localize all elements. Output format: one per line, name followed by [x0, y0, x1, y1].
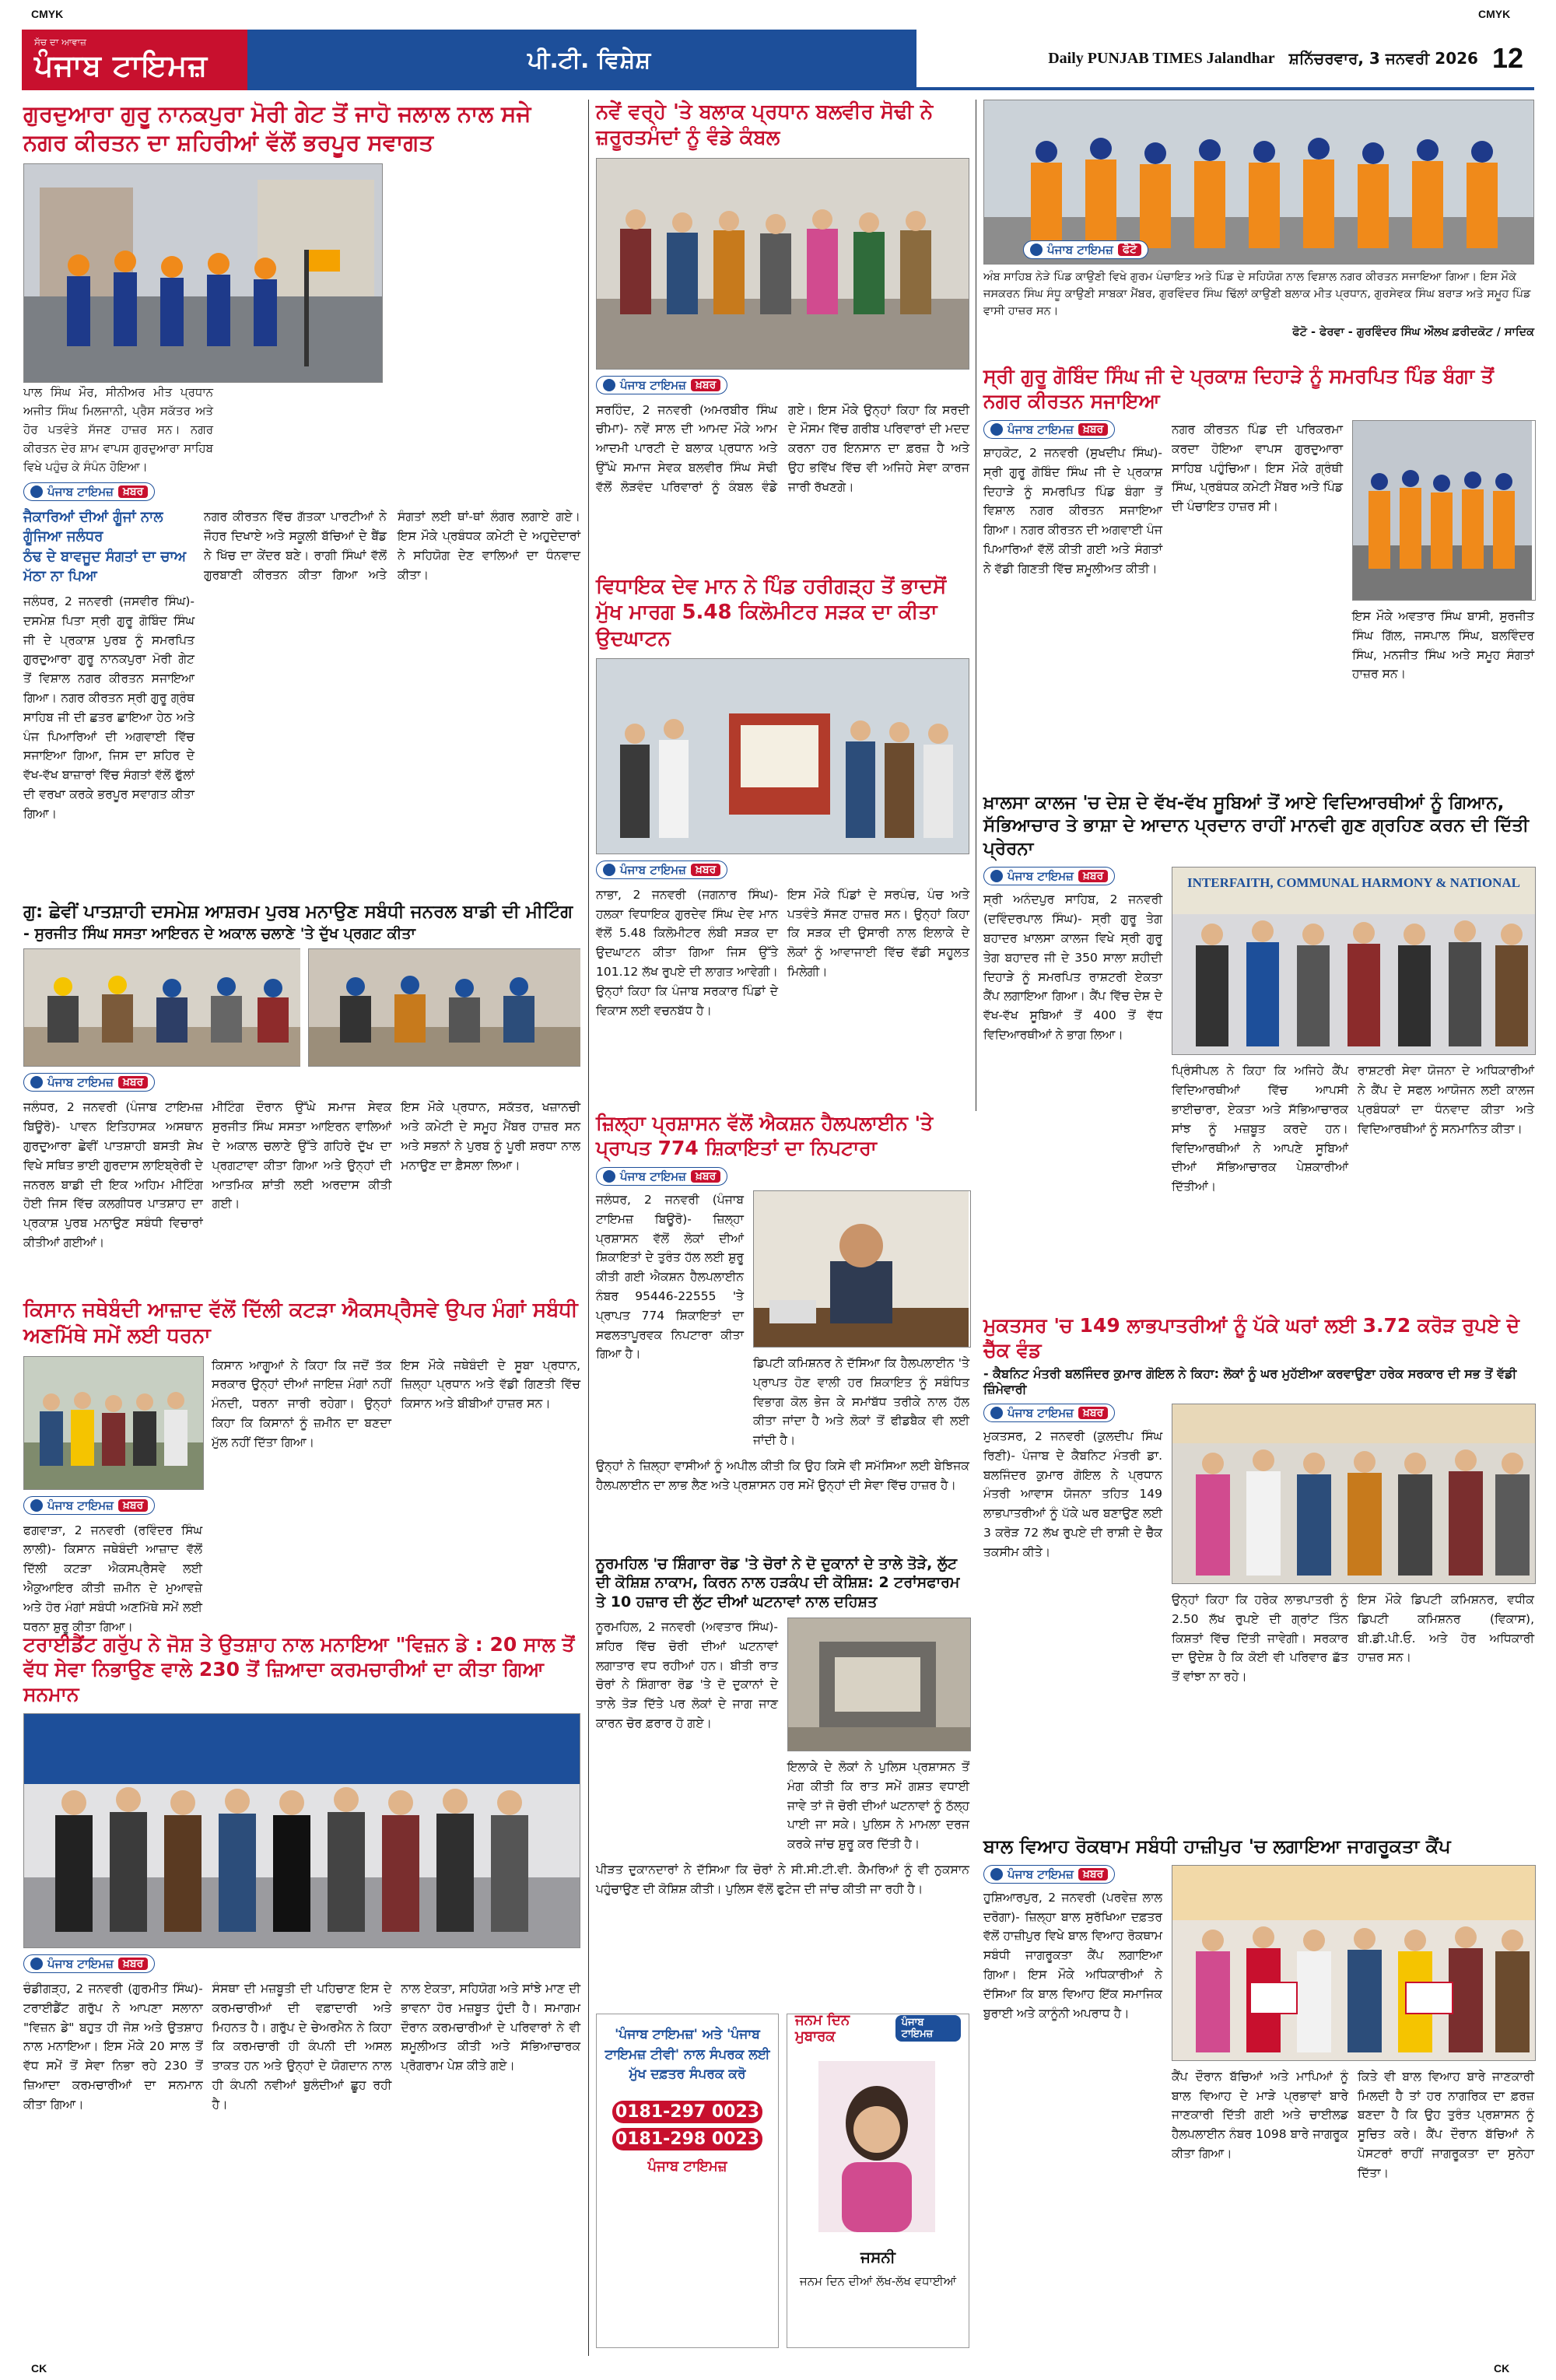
article-body-1: ਹੁਸ਼ਿਆਰਪੁਰ, 2 ਜਨਵਰੀ (ਪਰਵੇਜ਼ ਲਾਲ ਦਰੋਗਾ)- ਜ਼ਿਲ੍ਹਾ ਬਾਲ ਸੁਰੱਖਿਆ ਦਫ਼ਤਰ ਵੱਲੋਂ ਹਾਜ਼ੀਪੁਰ ਵਿਖੇ ਬਾਲ ਵਿਆਹ ਰੋਕਥਾਮ ਸਬੰਧੀ ਜਾਗਰੂਕਤਾ ਕੈਂਪ ਲਗਾਇਆ ਗਿਆ। ਇਸ ਮੌਕੇ ਅਧਿਕਾਰੀਆਂ ਨੇ ਦੱਸਿਆ ਕਿ ਬਾਲ ਵਿਆਹ ਇੱਕ ਸਮਾਜਿਕ ਬੁਰਾਈ ਅਤੇ ਕਾਨੂੰਨੀ ਅਪਰਾਧ ਹੈ। — [983, 1890, 1162, 2021]
photo-awareness-camp — [1172, 1865, 1536, 2061]
registration-mark-bottom-left: CK — [31, 2362, 47, 2375]
college-event-image — [1172, 868, 1535, 1054]
article-gurdwara-meeting — [23, 901, 580, 1290]
badge-tag: ਖ਼ਬਰ — [118, 485, 148, 498]
article-trident-vision-day — [23, 1632, 580, 2364]
news-badge — [596, 376, 969, 394]
photo-banga-kirtan — [1352, 420, 1536, 601]
punjab-times-logo-icon — [1030, 244, 1043, 256]
banga-kirtan-image — [1353, 421, 1532, 600]
photo-theft-scene — [787, 1618, 971, 1751]
photo-credit: ਫੋਟੋ - ਫੇਰਵਾ - ਗੁਰਵਿੰਦਰ ਸਿੰਘ ਔਲਖ ਫ਼ਰੀਦਕੋਟ / ਸਾਦਿਕ — [1292, 326, 1534, 339]
pull-quote: ਜੈਕਾਰਿਆਂ ਦੀਆਂ ਗੂੰਜਾਂ ਨਾਲ ਗੂੰਜਿਆ ਜਲੰਧਰ — [23, 509, 163, 545]
photo-meeting-2 — [308, 948, 580, 1067]
article-body-2: ਉਨ੍ਹਾਂ ਕਿਹਾ ਕਿ ਹਰੇਕ ਲਾਭਪਾਤਰੀ ਨੂੰ 2.50 ਲੱਖ ਰੁਪਏ ਦੀ ਗ੍ਰਾਂਟ ਤਿੰਨ ਕਿਸ਼ਤਾਂ ਵਿੱਚ ਦਿੱਤੀ ਜਾਵੇਗੀ। ਸਰਕਾਰ ਦਾ ਉਦੇਸ਼ ਹੈ ਕਿ ਕੋਈ ਵੀ ਪਰਿਵਾਰ ਛੱਤ ਤੋਂ ਵਾਂਝਾ ਨਾ ਰਹੇ। — [1172, 1593, 1348, 1684]
punjab-times-logo-icon — [30, 1958, 43, 1970]
article-nurmahal-theft — [596, 1555, 969, 2006]
punjab-times-logo-icon — [603, 379, 615, 391]
article-body-2: ਇਲਾਕੇ ਦੇ ਲੋਕਾਂ ਨੇ ਪੁਲਿਸ ਪ੍ਰਸ਼ਾਸਨ ਤੋਂ ਮੰਗ ਕੀਤੀ ਕਿ ਰਾਤ ਸਮੇਂ ਗਸ਼ਤ ਵਧਾਈ ਜਾਵੇ ਤਾਂ ਜੋ ਚੋਰੀ ਦੀਆਂ ਘਟਨਾਵਾਂ ਨੂੰ ਠੱਲ੍ਹ ਪਾਈ ਜਾ ਸਕੇ। ਪੁਲਿਸ ਨੇ ਮਾਮਲਾ ਦਰਜ ਕਰਕੇ ਜਾਂਚ ਸ਼ੁਰੂ ਕਰ ਦਿੱਤੀ ਹੈ। — [787, 1759, 969, 1852]
article-body-2: ਕਿਸਾਨ ਆਗੂਆਂ ਨੇ ਕਿਹਾ ਕਿ ਜਦੋਂ ਤੱਕ ਸਰਕਾਰ ਉਨ੍ਹਾਂ ਦੀਆਂ ਜਾਇਜ਼ ਮੰਗਾਂ ਨਹੀਂ ਮੰਨਦੀ, ਧਰਨਾ ਜਾਰੀ ਰਹੇਗਾ। ਉਨ੍ਹਾਂ ਕਿਹਾ ਕਿ ਕਿਸਾਨਾਂ ਨੂੰ ਜ਼ਮੀਨ ਦਾ ਬਣਦਾ ਮੁੱਲ ਨਹੀਂ ਦਿੱਤਾ ਗਿਆ। — [212, 1358, 391, 1449]
headline: ਜ਼ਿਲ੍ਹਾ ਪ੍ਰਸ਼ਾਸਨ ਵੱਲੋਂ ਐਕਸ਼ਨ ਹੈਲਪਲਾਈਨ 'ਤੇ ਪ੍ਰਾਪਤ 774 ਸ਼ਿਕਾਇਤਾਂ ਦਾ ਨਿਪਟਾਰਾ — [596, 1112, 934, 1159]
paper-name: Daily PUNJAB TIMES Jalandhar — [1048, 49, 1275, 67]
article-nagar-kirtan — [23, 100, 580, 893]
badge-name: ਪੰਜਾਬ ਟਾਇਮਜ਼ — [1008, 1406, 1074, 1420]
masthead-brand — [22, 30, 247, 90]
trident-group-image — [24, 1714, 580, 1947]
article-body-1: ਸ਼ਾਹਕੋਟ, 2 ਜਨਵਰੀ (ਸੁਖਦੀਪ ਸਿੰਘ)- ਸ੍ਰੀ ਗੁਰੂ ਗੋਬਿੰਦ ਸਿੰਘ ਜੀ ਦੇ ਪ੍ਰਕਾਸ਼ ਦਿਹਾੜੇ ਨੂੰ ਸਮਰਪਿਤ ਪਿੰਡ ਬੰਗਾ ਤੋਂ ਵਿਸ਼ਾਲ ਨਗਰ ਕੀਰਤਨ ਸਜਾਇਆ ਗਿਆ। ਨਗਰ ਕੀਰਤਨ ਦੀ ਅਗਵਾਈ ਪੰਜ ਪਿਆਰਿਆਂ ਵੱਲੋਂ ਕੀਤੀ ਗਈ ਅਤੇ ਸੰਗਤਾਂ ਨੇ ਵੱਡੀ ਗਿਣਤੀ ਵਿੱਚ ਸ਼ਮੂਲੀਅਤ ਕੀਤੀ। — [983, 446, 1162, 576]
punjab-times-logo-icon — [990, 1868, 1003, 1881]
headline: ਮੁਕਤਸਰ 'ਚ 149 ਲਾਭਪਾਤਰੀਆਂ ਨੂੰ ਪੱਕੇ ਘਰਾਂ ਲਈ 3.72 ਕਰੋੜ ਰੁਪਏ ਦੇ ਚੈੱਕ ਵੰਡ — [983, 1314, 1520, 1362]
badge-tag: ਖ਼ਬਰ — [1078, 1407, 1108, 1419]
birthday-note: ਜਨਮ ਦਿਨ ਦੀਆਂ ਲੱਖ-ਲੱਖ ਵਧਾਈਆਂ — [799, 2274, 957, 2288]
badge-name: ਪੰਜਾਬ ਟਾਇਮਜ਼ — [47, 1075, 114, 1090]
article-body-3: ਇਸ ਮੌਕੇ ਡਿਪਟੀ ਕਮਿਸ਼ਨਰ, ਵਧੀਕ ਡਿਪਟੀ ਕਮਿਸ਼ਨਰ (ਵਿਕਾਸ), ਬੀ.ਡੀ.ਪੀ.ਓ. ਅਤੇ ਹੋਰ ਅਧਿਕਾਰੀ ਹਾਜ਼ਰ ਸਨ। — [1358, 1593, 1534, 1665]
column-rule — [588, 100, 589, 2356]
article-body-3: ਰਾਸ਼ਟਰੀ ਸੇਵਾ ਯੋਜਨਾ ਦੇ ਅਧਿਕਾਰੀਆਂ ਨੇ ਕੈਂਪ ਦੇ ਸਫਲ ਆਯੋਜਨ ਲਈ ਕਾਲਜ ਪ੍ਰਬੰਧਕਾਂ ਦਾ ਧੰਨਵਾਦ ਕੀਤਾ ਅਤੇ ਵਿਦਿਆਰਥੀਆਂ ਨੂੰ ਸਨਮਾਨਿਤ ਕੀਤਾ। — [1358, 1064, 1534, 1136]
headline: ਕਿਸਾਨ ਜਥੇਬੰਦੀ ਆਜ਼ਾਦ ਵੱਲੋਂ ਦਿੱਲੀ ਕਟੜਾ ਐਕਸਪ੍ਰੈਸਵੇ ਉਪਰ ਮੰਗਾਂ ਸਬੰਧੀ ਅਣਮਿੱਥੇ ਸਮੇਂ ਲਈ ਧਰਨਾ — [23, 1299, 578, 1348]
article-body-1: ਜਲੰਧਰ, 2 ਜਨਵਰੀ (ਪੰਜਾਬ ਟਾਇਮਜ਼ ਬਿਊਰੋ)- ਪਾਵਨ ਇਤਿਹਾਸਕ ਅਸਥਾਨ ਗੁਰਦੁਆਰਾ ਛੇਵੀਂ ਪਾਤਸ਼ਾਹੀ ਬਸਤੀ ਸ਼ੇਖ ਵਿਖੇ ਸਥਿਤ ਭਾਈ ਗੁਰਦਾਸ ਲਾਇਬ੍ਰੇਰੀ ਦੇ ਜਨਰਲ ਬਾਡੀ ਦੀ ਇਕ ਅਹਿਮ ਮੀਟਿੰਗ ਹੋਈ ਜਿਸ ਵਿੱਚ ਕਲਗੀਧਰ ਪਾਤਸ਼ਾਹ ਦਾ ਪ੍ਰਕਾਸ਼ ਪੁਰਬ ਮਨਾਉਣ ਸਬੰਧੀ ਵਿਚਾਰਾਂ ਕੀਤੀਆਂ ਗਈਆਂ। — [23, 1100, 203, 1250]
awareness-camp-image — [1172, 1866, 1535, 2060]
punjab-times-logo-icon — [603, 864, 615, 876]
article-body-2: ਮੀਟਿੰਗ ਦੌਰਾਨ ਉੱਘੇ ਸਮਾਜ ਸੇਵਕ ਸੁਰਜੀਤ ਸਿੰਘ ਸਸਤਾ ਆਇਰਨ ਵਾਲਿਆਂ ਦੇ ਅਕਾਲ ਚਲਾਣੇ ਉੱਤੇ ਗਹਿਰੇ ਦੁੱਖ ਦਾ ਪ੍ਰਗਟਾਵਾ ਕੀਤਾ ਗਿਆ ਅਤੇ ਉਨ੍ਹਾਂ ਦੀ ਆਤਮਿਕ ਸ਼ਾਂਤੀ ਲਈ ਅਰਦਾਸ ਕੀਤੀ ਗਈ। — [212, 1100, 392, 1211]
article-muktsar-housing — [983, 1313, 1534, 1827]
news-badge — [23, 1954, 580, 1973]
badge-tag: ਫੋਟੋ — [1118, 244, 1141, 256]
punjab-times-logo-icon — [990, 1407, 1003, 1419]
badge-name: ਪੰਜਾਬ ਟਾਇਮਜ਼ — [47, 1498, 114, 1512]
photo-inauguration — [596, 658, 969, 854]
article-khalsa-college — [983, 792, 1534, 1306]
contact-advertisement — [596, 2014, 779, 2348]
phone-number-2[interactable]: 0181-298 0023 — [612, 2128, 762, 2150]
article-sidebar — [23, 383, 213, 476]
article-body-3: ਇਸ ਮੌਕੇ ਜਥੇਬੰਦੀ ਦੇ ਸੂਬਾ ਪ੍ਰਧਾਨ, ਜ਼ਿਲ੍ਹਾ ਪ੍ਰਧਾਨ ਅਤੇ ਵੱਡੀ ਗਿਣਤੀ ਵਿੱਚ ਕਿਸਾਨ ਅਤੇ ਬੀਬੀਆਂ ਹਾਜ਼ਰ ਸਨ। — [401, 1358, 580, 1411]
headline: ਟਰਾਈਡੈਂਟ ਗਰੁੱਪ ਨੇ ਜੋਸ਼ ਤੇ ਉਤਸ਼ਾਹ ਨਾਲ ਮਨਾਇਆ "ਵਿਜ਼ਨ ਡੇ : 20 ਸਾਲ ਤੋਂ ਵੱਧ ਸੇਵਾ ਨਿਭਾਉਣ ਵਾਲੇ 230 ਤੋਂ ਜ਼ਿਆਦਾ ਕਰਮਚਾਰੀਆਂ ਦਾ ਕੀਤਾ ਗਿਆ ਸਨਮਾਨ — [23, 1633, 575, 1705]
meeting-image-1 — [24, 949, 300, 1066]
news-badge — [983, 1404, 1162, 1422]
masthead-band — [247, 30, 512, 90]
village-kirtan-image — [984, 100, 1533, 264]
photo-college-event — [1172, 867, 1536, 1055]
farmers-image — [24, 1357, 203, 1489]
article-blankets — [596, 100, 969, 566]
registration-mark-left: CMYK — [31, 8, 64, 20]
article-body-1: ਫਗਵਾੜਾ, 2 ਜਨਵਰੀ (ਰਵਿੰਦਰ ਸਿੰਘ ਲਾਲੀ)- ਕਿਸਾਨ ਜਥੇਬੰਦੀ ਆਜ਼ਾਦ ਵੱਲੋਂ ਦਿੱਲੀ ਕਟੜਾ ਐਕਸਪ੍ਰੈਸਵੇ ਲਈ ਐਕੁਆਇਰ ਕੀਤੀ ਜ਼ਮੀਨ ਦੇ ਮੁਆਵਜ਼ੇ ਅਤੇ ਹੋਰ ਮੰਗਾਂ ਸਬੰਧੀ ਅਣਮਿੱਥੇ ਸਮੇਂ ਲਈ ਧਰਨਾ ਸ਼ੁਰੂ ਕੀਤਾ ਗਿਆ। — [23, 1523, 202, 1634]
masthead-tagline: ਸੱਚ ਦਾ ਆਵਾਜ਼ — [34, 37, 86, 47]
badge-tag: ਖ਼ਬਰ — [691, 864, 720, 876]
official-portrait-image — [754, 1191, 969, 1347]
punjab-times-logo-icon — [30, 485, 43, 498]
blanket-distribution-image — [597, 159, 969, 369]
photo-farmers — [23, 1356, 204, 1490]
news-badge — [23, 482, 580, 501]
article-helpline — [596, 1111, 969, 1547]
badge-name: ਪੰਜਾਬ ਟਾਇਮਜ਼ — [1008, 1866, 1074, 1881]
badge-name: ਪੰਜਾਬ ਟਾਇਮਜ਼ — [47, 485, 114, 499]
birthday-wishes — [787, 2014, 969, 2348]
registration-mark-right: CMYK — [1478, 8, 1511, 20]
badge-tag: ਖ਼ਬਰ — [118, 1499, 148, 1512]
article-body-1: ਚੰਡੀਗੜ੍ਹ, 2 ਜਨਵਰੀ (ਗੁਰਮੀਤ ਸਿੰਘ)- ਟਰਾਈਡੈਂਟ ਗਰੁੱਪ ਨੇ ਆਪਣਾ ਸਲਾਨਾ "ਵਿਜ਼ਨ ਡੇ" ਬਹੁਤ ਹੀ ਜੋਸ਼ ਅਤੇ ਉਤਸ਼ਾਹ ਨਾਲ ਮਨਾਇਆ। ਇਸ ਮੌਕੇ 20 ਸਾਲ ਤੋਂ ਵੱਧ ਸਮੇਂ ਤੋਂ ਸੇਵਾ ਨਿਭਾ ਰਹੇ 230 ਤੋਂ ਜ਼ਿਆਦਾ ਕਰਮਚਾਰੀਆਂ ਦਾ ਸਨਮਾਨ ਕੀਤਾ ਗਿਆ। — [23, 1982, 203, 2112]
registration-mark-bottom-right: CK — [1494, 2362, 1510, 2375]
masthead-info — [916, 30, 1534, 90]
photo-official — [753, 1190, 971, 1348]
headline: ਗੁਰਦੁਆਰਾ ਗੁਰੂ ਨਾਨਕਪੁਰਾ ਮੋਰੀ ਗੇਟ ਤੋਂ ਜਾਹੋ ਜਲਾਲ ਨਾਲ ਸਜੇ ਨਗਰ ਕੀਰਤਨ ਦਾ ਸ਼ਹਿਰੀਆਂ ਵੱਲੋਂ ਭਰਪੂਰ ਸਵਾਗਤ — [23, 100, 531, 156]
photo-cheque-distribution — [1172, 1404, 1536, 1584]
section-title: ਪੀ.ਟੀ. ਵਿਸ਼ੇਸ਼ — [512, 30, 916, 90]
cheque-distribution-image — [1172, 1404, 1535, 1583]
article-child-marriage-camp — [983, 1835, 1534, 2356]
badge-name: ਪੰਜਾਬ ਟਾਇਮਜ਼ — [1008, 422, 1074, 436]
article-photo-feature — [983, 100, 1534, 356]
pull-quote-2: ਠੰਢ ਦੇ ਬਾਵਜੂਦ ਸੰਗਤਾਂ ਦਾ ਚਾਅ ਮੱਠਾ ਨਾ ਪਿਆ — [23, 548, 187, 584]
article-body-2: ਪ੍ਰਿੰਸੀਪਲ ਨੇ ਕਿਹਾ ਕਿ ਅਜਿਹੇ ਕੈਂਪ ਵਿਦਿਆਰਥੀਆਂ ਵਿੱਚ ਆਪਸੀ ਭਾਈਚਾਰਾ, ਏਕਤਾ ਅਤੇ ਸੱਭਿਆਚਾਰਕ ਸਾਂਝ ਨੂੰ ਮਜ਼ਬੂਤ ਕਰਦੇ ਹਨ। ਵਿਦਿਆਰਥੀਆਂ ਨੇ ਆਪਣੇ ਸੂਬਿਆਂ ਦੀਆਂ ਸੱਭਿਆਚਾਰਕ ਪੇਸ਼ਕਾਰੀਆਂ ਦਿੱਤੀਆਂ। — [1172, 1064, 1348, 1194]
article-body-2: ਡਿਪਟੀ ਕਮਿਸ਼ਨਰ ਨੇ ਦੱਸਿਆ ਕਿ ਹੈਲਪਲਾਈਨ 'ਤੇ ਪ੍ਰਾਪਤ ਹੋਣ ਵਾਲੀ ਹਰ ਸ਼ਿਕਾਇਤ ਨੂੰ ਸਬੰਧਿਤ ਵਿਭਾਗ ਕੋਲ ਭੇਜ ਕੇ ਸਮਾਂਬੱਧ ਤਰੀਕੇ ਨਾਲ ਹੱਲ ਕੀਤਾ ਜਾਂਦਾ ਹੈ ਅਤੇ ਲੋਕਾਂ ਤੋਂ ਫੀਡਬੈਕ ਵੀ ਲਈ ਜਾਂਦੀ ਹੈ। — [753, 1356, 969, 1448]
photo-procession — [23, 163, 383, 383]
punjab-times-logo-icon — [30, 1076, 43, 1088]
badge-name: ਪੰਜਾਬ ਟਾਇਮਜ਼ — [47, 1957, 114, 1971]
birthday-name: ਜਸਨੀ — [860, 2248, 895, 2266]
birthday-badge: ਪੰਜਾਬ ਟਾਇਮਜ਼ — [895, 2015, 961, 2042]
ad-text: 'ਪੰਜਾਬ ਟਾਇਮਜ਼' ਅਤੇ 'ਪੰਜਾਬ ਟਾਇਮਜ਼ ਟੀਵੀ' ਨਾਲ ਸੰਪਰਕ ਲਈ ਮੁੱਖ ਦਫ਼ਤਰ ਸੰਪਰਕ ਕਰੋ — [605, 2027, 770, 2082]
news-badge — [596, 1167, 969, 1186]
punjab-times-logo-icon — [990, 423, 1003, 436]
article-body-1: ਨਾਭਾ, 2 ਜਨਵਰੀ (ਜਗਨਾਰ ਸਿੰਘ)- ਹਲਕਾ ਵਿਧਾਇਕ ਗੁਰਦੇਵ ਸਿੰਘ ਦੇਵ ਮਾਨ ਵੱਲੋਂ 5.48 ਕਿਲੋਮੀਟਰ ਲੰਬੀ ਸੜਕ ਦਾ ਉਦਘਾਟਨ ਕੀਤਾ ਗਿਆ ਜਿਸ ਉੱਤੇ 101.12 ਲੱਖ ਰੁਪਏ ਦੀ ਲਾਗਤ ਆਵੇਗੀ। ਉਨ੍ਹਾਂ ਕਿਹਾ ਕਿ ਪੰਜਾਬ ਸਰਕਾਰ ਪਿੰਡਾਂ ਦੇ ਵਿਕਾਸ ਲਈ ਵਚਨਬੱਧ ਹੈ। — [596, 887, 778, 1018]
article-body-1: ਜਲੰਧਰ, 2 ਜਨਵਰੀ (ਪੰਜਾਬ ਟਾਇਮਜ਼ ਬਿਊਰੋ)- ਜ਼ਿਲ੍ਹਾ ਪ੍ਰਸ਼ਾਸਨ ਵੱਲੋਂ ਲੋਕਾਂ ਦੀਆਂ ਸ਼ਿਕਾਇਤਾਂ ਦੇ ਤੁਰੰਤ ਹੱਲ ਲਈ ਸ਼ੁਰੂ ਕੀਤੀ ਗਈ ਐਕਸ਼ਨ ਹੈਲਪਲਾਈਨ ਨੰਬਰ 95446-22555 'ਤੇ ਪ੍ਰਾਪਤ 774 ਸ਼ਿਕਾਇਤਾਂ ਦਾ ਸਫਲਤਾਪੂਰਵਕ ਨਿਪਟਾਰਾ ਕੀਤਾ ਗਿਆ ਹੈ। — [596, 1193, 744, 1362]
article-body-3: ਪਾਲ ਸਿੰਘ ਮੌਰ, ਸੀਨੀਅਰ ਮੀਤ ਪ੍ਰਧਾਨ ਅਜੀਤ ਸਿੰਘ ਮਿਲਜਾਨੀ, ਪ੍ਰੈਸ ਸਕੱਤਰ ਅਤੇ ਹੋਰ ਪਤਵੰਤੇ ਸੱਜਣ ਹਾਜ਼ਰ ਸਨ। ਨਗਰ ਕੀਰਤਨ ਦੇਰ ਸ਼ਾਮ ਵਾਪਸ ਗੁਰਦੁਆਰਾ ਸਾਹਿਬ ਵਿਖੇ ਪਹੁੰਚ ਕੇ ਸੰਪੰਨ ਹੋਇਆ। — [23, 385, 213, 475]
theft-scene-image — [788, 1618, 970, 1751]
event-banner: INTERFAITH, COMMUNAL HARMONY & NATIONAL — [1187, 875, 1520, 891]
pull-quote-box — [23, 507, 194, 823]
article-road-inauguration — [596, 574, 969, 1103]
article-body-3: ਇਸ ਮੌਕੇ ਅਵਤਾਰ ਸਿੰਘ ਬਾਸੀ, ਸੁਰਜੀਤ ਸਿੰਘ ਗਿੱਲ, ਜਸਪਾਲ ਸਿੰਘ, ਬਲਵਿੰਦਰ ਸਿੰਘ, ਮਨਜੀਤ ਸਿੰਘ ਅਤੇ ਸਮੂਹ ਸੰਗਤਾਂ ਹਾਜ਼ਰ ਸਨ। — [1352, 609, 1534, 682]
article-body-2: ਇਸ ਮੌਕੇ ਪਿੰਡਾਂ ਦੇ ਸਰਪੰਚ, ਪੰਚ ਅਤੇ ਪਤਵੰਤੇ ਸੱਜਣ ਹਾਜ਼ਰ ਸਨ। ਉਨ੍ਹਾਂ ਕਿਹਾ ਕਿ ਸੜਕ ਦੀ ਉਸਾਰੀ ਨਾਲ ਇਲਾਕੇ ਦੇ ਲੋਕਾਂ ਨੂੰ ਆਵਾਜਾਈ ਵਿੱਚ ਵੱਡੀ ਸਹੂਲਤ ਮਿਲੇਗੀ। — [787, 887, 969, 979]
article-body-1: ਜਲੰਧਰ, 2 ਜਨਵਰੀ (ਜਸਵੀਰ ਸਿੰਘ)- ਦਸਮੇਸ਼ ਪਿਤਾ ਸ੍ਰੀ ਗੁਰੂ ਗੋਬਿੰਦ ਸਿੰਘ ਜੀ ਦੇ ਪ੍ਰਕਾਸ਼ ਪੁਰਬ ਨੂੰ ਸਮਰਪਿਤ ਗੁਰਦੁਆਰਾ ਗੁਰੂ ਨਾਨਕਪੁਰਾ ਮੋਰੀ ਗੇਟ ਤੋਂ ਵਿਸ਼ਾਲ ਨਗਰ ਕੀਰਤਨ ਸਜਾਇਆ ਗਿਆ। ਨਗਰ ਕੀਰਤਨ ਸ੍ਰੀ ਗੁਰੂ ਗ੍ਰੰਥ ਸਾਹਿਬ ਜੀ ਦੀ ਛਤਰ ਛਾਇਆ ਹੇਠ ਅਤੇ ਪੰਜ ਪਿਆਰਿਆਂ ਦੀ ਅਗਵਾਈ ਵਿੱਚ ਸਜਾਇਆ ਗਿਆ, ਜਿਸ ਦਾ ਸ਼ਹਿਰ ਦੇ ਵੱਖ-ਵੱਖ ਬਾਜ਼ਾਰਾਂ ਵਿੱਚ ਸੰਗਤਾਂ ਵੱਲੋਂ ਫੁੱਲਾਂ ਦੀ ਵਰਖਾ ਕਰਕੇ ਭਰਪੂਰ ਸਵਾਗਤ ਕੀਤਾ ਗਿਆ। — [23, 594, 194, 821]
article-body-1: ਸ੍ਰੀ ਅਨੰਦਪੁਰ ਸਾਹਿਬ, 2 ਜਨਵਰੀ (ਦਵਿੰਦਰਪਾਲ ਸਿੰਘ)- ਸ੍ਰੀ ਗੁਰੂ ਤੇਗ ਬਹਾਦਰ ਖ਼ਾਲਸਾ ਕਾਲਜ ਵਿਖੇ ਸ੍ਰੀ ਗੁਰੂ ਤੇਗ ਬਹਾਦਰ ਜੀ ਦੇ 350 ਸਾਲਾ ਸ਼ਹੀਦੀ ਦਿਹਾੜੇ ਨੂੰ ਸਮਰਪਿਤ ਰਾਸ਼ਟਰੀ ਏਕਤਾ ਕੈਂਪ ਲਗਾਇਆ ਗਿਆ। ਕੈਂਪ ਵਿੱਚ ਦੇਸ਼ ਦੇ ਵੱਖ-ਵੱਖ ਸੂਬਿਆਂ ਤੋਂ 400 ਤੋਂ ਵੱਧ ਵਿਦਿਆਰਥੀਆਂ ਨੇ ਭਾਗ ਲਿਆ। — [983, 892, 1162, 1042]
issue-date: ਸ਼ਨਿੱਚਰਵਾਰ, 3 ਜਨਵਰੀ 2026 — [1288, 49, 1478, 68]
birthday-header — [787, 2012, 969, 2045]
punjab-times-logo-icon — [30, 1499, 43, 1512]
news-badge — [596, 861, 969, 879]
news-badge — [983, 420, 1162, 439]
photo-meeting-1 — [23, 948, 300, 1067]
birthday-title: ਜਨਮ ਦਿਨ ਮੁਬਾਰਕ — [795, 2012, 850, 2045]
photo-blankets — [596, 158, 969, 370]
badge-tag: ਖ਼ਬਰ — [1078, 870, 1108, 882]
news-badge — [983, 867, 1162, 885]
badge-name: ਪੰਜਾਬ ਟਾਇਮਜ਼ — [620, 862, 686, 877]
photo-trident-group — [23, 1713, 580, 1948]
ad-brand: ਪੰਜਾਬ ਟਾਇਮਜ਼ — [647, 2157, 727, 2175]
headline: ਬਾਲ ਵਿਆਹ ਰੋਕਥਾਮ ਸਬੰਧੀ ਹਾਜ਼ੀਪੁਰ 'ਚ ਲਗਾਇਆ ਜਾਗਰੂਕਤਾ ਕੈਂਪ — [983, 1835, 1451, 1857]
news-badge — [23, 1073, 580, 1092]
article-body-1: ਨੂਰਮਹਿਲ, 2 ਜਨਵਰੀ (ਅਵਤਾਰ ਸਿੰਘ)- ਸ਼ਹਿਰ ਵਿੱਚ ਚੋਰੀ ਦੀਆਂ ਘਟਨਾਵਾਂ ਲਗਾਤਾਰ ਵਧ ਰਹੀਆਂ ਹਨ। ਬੀਤੀ ਰਾਤ ਚੋਰਾਂ ਨੇ ਸ਼ਿੰਗਾਰਾ ਰੋਡ 'ਤੇ ਦੋ ਦੁਕਾਨਾਂ ਦੇ ਤਾਲੇ ਤੋੜ ਦਿੱਤੇ ਪਰ ਲੋਕਾਂ ਦੇ ਜਾਗ ਜਾਣ ਕਾਰਨ ਚੋਰ ਫ਼ਰਾਰ ਹੋ ਗਏ। — [596, 1619, 778, 1730]
page-number: 12 — [1491, 42, 1523, 74]
article-body-2: ਨਗਰ ਕੀਰਤਨ ਪਿੰਡ ਦੀ ਪਰਿਕਰਮਾ ਕਰਦਾ ਹੋਇਆ ਵਾਪਸ ਗੁਰਦੁਆਰਾ ਸਾਹਿਬ ਪਹੁੰਚਿਆ। ਇਸ ਮੌਕੇ ਗ੍ਰੰਥੀ ਸਿੰਘ, ਪ੍ਰਬੰਧਕ ਕਮੇਟੀ ਮੈਂਬਰ ਅਤੇ ਪਿੰਡ ਦੀ ਪੰਚਾਇਤ ਹਾਜ਼ਰ ਸੀ। — [1172, 422, 1343, 514]
news-badge — [23, 1496, 202, 1515]
headline: ਸ੍ਰੀ ਗੁਰੂ ਗੋਬਿੰਦ ਸਿੰਘ ਜੀ ਦੇ ਪ੍ਰਕਾਸ਼ ਦਿਹਾੜੇ ਨੂੰ ਸਮਰਪਿਤ ਪਿੰਡ ਬੰਗਾ ਤੋਂ ਨਗਰ ਕੀਰਤਨ ਸਜਾਇਆ — [983, 365, 1494, 412]
subhead: - ਕੈਬਨਿਟ ਮੰਤਰੀ ਬਲਜਿੰਦਰ ਕੁਮਾਰ ਗੋਇਲ ਨੇ ਕਿਹਾ: ਲੋਕਾਂ ਨੂੰ ਘਰ ਮੁਹੱਈਆ ਕਰਵਾਉਣਾ ਹਰੇਕ ਸਰਕਾਰ ਦੀ ਸਭ ਤੋਂ ਵੱਡੀ ਜ਼ਿੰਮੇਵਾਰੀ — [983, 1366, 1517, 1397]
punjab-times-logo-icon — [603, 1170, 615, 1183]
photo-badge — [1023, 240, 1148, 259]
article-body: ਸਰਹਿੰਦ, 2 ਜਨਵਰੀ (ਅਮਰਬੀਰ ਸਿੰਘ ਚੀਮਾ)- ਨਵੇਂ ਸਾਲ ਦੀ ਆਮਦ ਮੌਕੇ ਆਮ ਆਦਮੀ ਪਾਰਟੀ ਦੇ ਬਲਾਕ ਪ੍ਰਧਾਨ ਅਤੇ ਉੱਘੇ ਸਮਾਜ ਸੇਵਕ ਬਲਵੀਰ ਸਿੰਘ ਸੋਢੀ ਵੱਲੋਂ ਲੋੜਵੰਦ ਪਰਿਵਾਰਾਂ ਨੂੰ ਕੰਬਲ ਵੰਡੇ ਗਏ। ਇਸ ਮੌਕੇ ਉਨ੍ਹਾਂ ਕਿਹਾ ਕਿ ਸਰਦੀ ਦੇ ਮੌਸਮ ਵਿੱਚ ਗਰੀਬ ਪਰਿਵਾਰਾਂ ਦੀ ਮਦਦ ਕਰਨਾ ਹਰ ਇਨਸਾਨ ਦਾ ਫ਼ਰਜ਼ ਹੈ ਅਤੇ ਉਹ ਭਵਿੱਖ ਵਿੱਚ ਵੀ ਅਜਿਹੇ ਸੇਵਾ ਕਾਰਜ ਜਾਰੀ ਰੱਖਣਗੇ। — [596, 402, 969, 494]
article-body-2: ਸੰਸਥਾ ਦੀ ਮਜ਼ਬੂਤੀ ਦੀ ਪਹਿਚਾਣ ਇਸ ਦੇ ਕਰਮਚਾਰੀਆਂ ਦੀ ਵਫ਼ਾਦਾਰੀ ਅਤੇ ਮਿਹਨਤ ਹੈ। ਗਰੁੱਪ ਦੇ ਚੇਅਰਮੈਨ ਨੇ ਕਿਹਾ ਕਿ ਕਰਮਚਾਰੀ ਹੀ ਕੰਪਨੀ ਦੀ ਅਸਲ ਤਾਕਤ ਹਨ ਅਤੇ ਉਨ੍ਹਾਂ ਦੇ ਯੋਗਦਾਨ ਨਾਲ ਹੀ ਕੰਪਨੀ ਨਵੀਆਂ ਬੁਲੰਦੀਆਂ ਛੂਹ ਰਹੀ ਹੈ। — [212, 1982, 392, 2112]
masthead-logo: ਪੰਜਾਬ ਟਾਇਮਜ਼ — [34, 48, 209, 82]
subhead: - ਸੁਰਜੀਤ ਸਿੰਘ ਸਸਤਾ ਆਇਰਨ ਦੇ ਅਕਾਲ ਚਲਾਣੇ 'ਤੇ ਦੁੱਖ ਪ੍ਰਗਟ ਕੀਤਾ — [23, 925, 415, 943]
phone-number-1[interactable]: 0181-297 0023 — [612, 2101, 762, 2123]
headline: ਵਿਧਾਇਕ ਦੇਵ ਮਾਨ ਨੇ ਪਿੰਡ ਹਰੀਗੜ੍ਹ ਤੋਂ ਭਾਦਸੋਂ ਮੁੱਖ ਮਾਰਗ 5.48 ਕਿਲੋਮੀਟਰ ਸੜਕ ਦਾ ਕੀਤਾ ਉਦਘਾਟਨ — [596, 575, 947, 650]
inauguration-image — [597, 659, 969, 854]
article-body-3: ਇਸ ਮੌਕੇ ਪ੍ਰਧਾਨ, ਸਕੱਤਰ, ਖਜ਼ਾਨਚੀ ਅਤੇ ਕਮੇਟੀ ਦੇ ਸਮੂਹ ਮੈਂਬਰ ਹਾਜ਼ਰ ਸਨ ਅਤੇ ਸਭਨਾਂ ਨੇ ਪੁਰਬ ਨੂੰ ਪੂਰੀ ਸ਼ਰਧਾ ਨਾਲ ਮਨਾਉਣ ਦਾ ਫ਼ੈਸਲਾ ਲਿਆ। — [401, 1100, 581, 1172]
meeting-image-2 — [309, 949, 580, 1066]
badge-tag: ਖ਼ਬਰ — [691, 379, 720, 391]
birthday-portrait-image — [818, 2061, 935, 2232]
news-badge — [983, 1865, 1162, 1884]
article-body-1: ਮੁਕਤਸਰ, 2 ਜਨਵਰੀ (ਕੁਲਦੀਪ ਸਿੰਘ ਰਿਣੀ)- ਪੰਜਾਬ ਦੇ ਕੈਬਨਿਟ ਮੰਤਰੀ ਡਾ. ਬਲਜਿੰਦਰ ਕੁਮਾਰ ਗੋਇਲ ਨੇ ਪ੍ਰਧਾਨ ਮੰਤਰੀ ਆਵਾਸ ਯੋਜਨਾ ਤਹਿਤ 149 ਲਾਭਪਾਤਰੀਆਂ ਨੂੰ ਪੱਕੇ ਘਰ ਬਣਾਉਣ ਲਈ 3 ਕਰੋੜ 72 ਲੱਖ ਰੁਪਏ ਦੀ ਰਾਸ਼ੀ ਦੇ ਚੈੱਕ ਤਕਸੀਮ ਕੀਤੇ। — [983, 1429, 1162, 1559]
badge-tag: ਖ਼ਬਰ — [118, 1958, 148, 1970]
article-body-3: ਨਾਲ ਏਕਤਾ, ਸਹਿਯੋਗ ਅਤੇ ਸਾਂਝੇ ਮਾਣ ਦੀ ਭਾਵਨਾ ਹੋਰ ਮਜ਼ਬੂਤ ਹੁੰਦੀ ਹੈ। ਸਮਾਗਮ ਦੌਰਾਨ ਕਰਮਚਾਰੀਆਂ ਦੇ ਪਰਿਵਾਰਾਂ ਨੇ ਵੀ ਸ਼ਮੂਲੀਅਤ ਕੀਤੀ ਅਤੇ ਸੱਭਿਆਚਾਰਕ ਪ੍ਰੋਗਰਾਮ ਪੇਸ਼ ਕੀਤੇ ਗਏ। — [401, 1982, 581, 2073]
badge-name: ਪੰਜਾਬ ਟਾਇਮਜ਼ — [620, 1169, 686, 1183]
article-body-3: ਪੀੜਤ ਦੁਕਾਨਦਾਰਾਂ ਨੇ ਦੱਸਿਆ ਕਿ ਚੋਰਾਂ ਨੇ ਸੀ.ਸੀ.ਟੀ.ਵੀ. ਕੈਮਰਿਆਂ ਨੂੰ ਵੀ ਨੁਕਸਾਨ ਪਹੁੰਚਾਉਣ ਦੀ ਕੋਸ਼ਿਸ਼ ਕੀਤੀ। ਪੁਲਿਸ ਵੱਲੋਂ ਫੁਟੇਜ ਦੀ ਜਾਂਚ ਕੀਤੀ ਜਾ ਰਹੀ ਹੈ। — [596, 1862, 969, 1896]
headline: ਖ਼ਾਲਸਾ ਕਾਲਜ 'ਚ ਦੇਸ਼ ਦੇ ਵੱਖ-ਵੱਖ ਸੂਬਿਆਂ ਤੋਂ ਆਏ ਵਿਦਿਆਰਥੀਆਂ ਨੂੰ ਗਿਆਨ, ਸੱਭਿਆਚਾਰ ਤੇ ਭਾਸ਼ਾ ਦੇ ਆਦਾਨ ਪ੍ਰਦਾਨ ਰਾਹੀਂ ਮਾਨਵੀ ਗੁਣ ਗ੍ਰਹਿਣ ਕਰਨ ਦੀ ਦਿੱਤੀ ਪ੍ਰੇਰਨਾ — [983, 793, 1530, 859]
badge-name: ਪੰਜਾਬ ਟਾਇਮਜ਼ — [620, 377, 686, 392]
badge-name: ਪੰਜਾਬ ਟਾਇਮਜ਼ — [1008, 869, 1074, 884]
badge-tag: ਖ਼ਬਰ — [691, 1170, 720, 1183]
badge-tag: ਖ਼ਬਰ — [1078, 423, 1108, 436]
headline: ਨੂਰਮਹਿਲ 'ਚ ਸ਼ਿੰਗਾਰਾ ਰੋਡ 'ਤੇ ਚੋਰਾਂ ਨੇ ਦੋ ਦੁਕਾਨਾਂ ਦੇ ਤਾਲੇ ਤੋੜੇ, ਲੁੱਟ ਦੀ ਕੋਸ਼ਿਸ਼ ਨਾਕਾਮ, ਕਿਰਨ ਨਾਲ ਹੜਕੰਪ ਦੀ ਕੋਸ਼ਿਸ਼: 2 ਟਰਾਂਸਫਾਰਮ ਤੇ 10 ਹਜ਼ਾਰ ਦੀ ਲੁੱਟ ਦੀਆਂ ਘਟਨਾਵਾਂ ਨਾਲ ਦਹਿਸ਼ਤ — [596, 1555, 960, 1611]
article-body-2: ਕੈਂਪ ਦੌਰਾਨ ਬੱਚਿਆਂ ਅਤੇ ਮਾਪਿਆਂ ਨੂੰ ਬਾਲ ਵਿਆਹ ਦੇ ਮਾੜੇ ਪ੍ਰਭਾਵਾਂ ਬਾਰੇ ਜਾਣਕਾਰੀ ਦਿੱਤੀ ਗਈ ਅਤੇ ਚਾਈਲਡ ਹੈਲਪਲਾਈਨ ਨੰਬਰ 1098 ਬਾਰੇ ਜਾਗਰੂਕ ਕੀਤਾ ਗਿਆ। — [1172, 2069, 1348, 2161]
badge-tag: ਖ਼ਬਰ — [118, 1076, 148, 1088]
headline: ਗੁ: ਛੇਵੀਂ ਪਾਤਸ਼ਾਹੀ ਦਸਮੇਸ਼ ਆਸ਼ਰਮ ਪੁਰਬ ਮਨਾਉਣ ਸਬੰਧੀ ਜਨਰਲ ਬਾਡੀ ਦੀ ਮੀਟਿੰਗ — [23, 902, 573, 922]
photo-village-kirtan — [983, 100, 1534, 265]
badge-tag: ਖ਼ਬਰ — [1078, 1868, 1108, 1881]
headline: ਨਵੇਂ ਵਰ੍ਹੇ 'ਤੇ ਬਲਾਕ ਪ੍ਰਧਾਨ ਬਲਵੀਰ ਸੋਢੀ ਨੇ ਜ਼ਰੂਰਤਮੰਦਾਂ ਨੂੰ ਵੰਡੇ ਕੰਬਲ — [596, 100, 934, 150]
procession-image — [24, 164, 382, 382]
badge-name: ਪੰਜਾਬ ਟਾਇਮਜ਼ — [1047, 243, 1113, 257]
masthead — [22, 30, 1534, 90]
article-body-2: ਨਗਰ ਕੀਰਤਨ ਵਿੱਚ ਗੱਤਕਾ ਪਾਰਟੀਆਂ ਨੇ ਜੌਹਰ ਦਿਖਾਏ ਅਤੇ ਸਕੂਲੀ ਬੱਚਿਆਂ ਦੇ ਬੈਂਡ ਨੇ ਖਿੱਚ ਦਾ ਕੇਂਦਰ ਬਣੇ। ਰਾਗੀ ਸਿੰਘਾਂ ਵੱਲੋਂ ਗੁਰਬਾਣੀ ਕੀਰਤਨ ਕੀਤਾ ਗਿਆ ਅਤੇ ਸੰਗਤਾਂ ਲਈ ਥਾਂ-ਥਾਂ ਲੰਗਰ ਲਗਾਏ ਗਏ। ਇਸ ਮੌਕੇ ਪ੍ਰਬੰਧਕ ਕਮੇਟੀ ਦੇ ਅਹੁਦੇਦਾਰਾਂ ਨੇ ਸਹਿਯੋਗ ਦੇਣ ਵਾਲਿਆਂ ਦਾ ਧੰਨਵਾਦ ਕੀਤਾ। — [204, 510, 580, 582]
article-banga-kirtan — [983, 364, 1534, 784]
article-body-3: ਕਿਤੇ ਵੀ ਬਾਲ ਵਿਆਹ ਬਾਰੇ ਜਾਣਕਾਰੀ ਮਿਲਦੀ ਹੈ ਤਾਂ ਹਰ ਨਾਗਰਿਕ ਦਾ ਫ਼ਰਜ਼ ਬਣਦਾ ਹੈ ਕਿ ਉਹ ਤੁਰੰਤ ਪ੍ਰਸ਼ਾਸਨ ਨੂੰ ਸੂਚਿਤ ਕਰੇ। ਕੈਂਪ ਦੌਰਾਨ ਬੱਚਿਆਂ ਨੇ ਪੋਸਟਰਾਂ ਰਾਹੀਂ ਜਾਗਰੂਕਤਾ ਦਾ ਸੁਨੇਹਾ ਦਿੱਤਾ। — [1358, 2069, 1534, 2180]
article-farmers-protest — [23, 1298, 580, 1634]
photo-caption: ਅੰਬ ਸਾਹਿਬ ਨੇੜੇ ਪਿੰਡ ਕਾਉਣੀ ਵਿਖੇ ਗੁਰਮ ਪੰਚਾਇਤ ਅਤੇ ਪਿੰਡ ਦੇ ਸਹਿਯੋਗ ਨਾਲ ਵਿਸ਼ਾਲ ਨਗਰ ਕੀਰਤਨ ਸਜਾਇਆ ਗਿਆ। ਇਸ ਮੌਕੇ ਜਸਕਰਨ ਸਿੰਘ ਸੰਧੂ ਕਾਉਣੀ ਸਾਬਕਾ ਮੈਂਬਰ, ਗੁਰਵਿੰਦਰ ਸਿੰਘ ਢਿੱਲਾਂ ਕਾਉਣੀ ਬਲਾਕ ਮੀਤ ਪ੍ਰਧਾਨ, ਗੁਰਸੇਵਕ ਸਿੰਘ ਬਰਾੜ ਅਤੇ ਸਮੂਹ ਪਿੰਡ ਵਾਸੀ ਹਾਜ਼ਰ ਸਨ। — [983, 271, 1531, 317]
punjab-times-logo-icon — [990, 870, 1003, 882]
article-body-3: ਉਨ੍ਹਾਂ ਨੇ ਜ਼ਿਲ੍ਹਾ ਵਾਸੀਆਂ ਨੂੰ ਅਪੀਲ ਕੀਤੀ ਕਿ ਉਹ ਕਿਸੇ ਵੀ ਸਮੱਸਿਆ ਲਈ ਬੇਝਿਜਕ ਹੈਲਪਲਾਈਨ ਦਾ ਲਾਭ ਲੈਣ ਅਤੇ ਪ੍ਰਸ਼ਾਸਨ ਹਰ ਸਮੇਂ ਉਨ੍ਹਾਂ ਦੀ ਸੇਵਾ ਵਿੱਚ ਹਾਜ਼ਰ ਹੈ। — [596, 1458, 969, 1492]
